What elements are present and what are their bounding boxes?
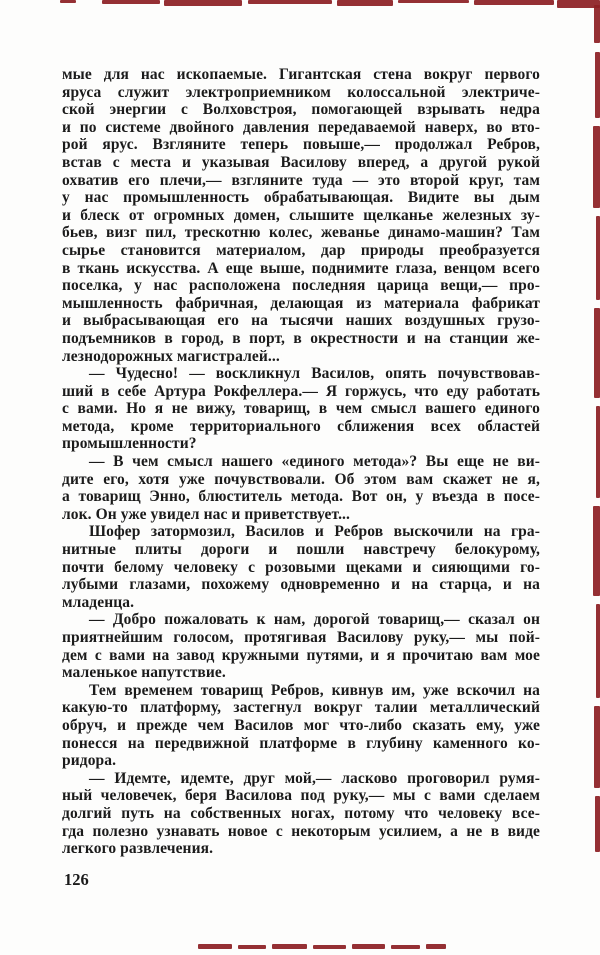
page-edge-mark [352,944,385,949]
text-line: — В чем смысл нашего «единого метода»? Вы еще не ви- [89,453,540,471]
text-line: мые для нас ископаемые. Гигантская стена вокруг первого [62,66,540,83]
text-line: Тем временем товарищ Ребров, кивнув им, уже вскочил на [89,681,540,699]
text-block [62,66,540,858]
text-line: яруса служит электроприемником колоссальной электриче- [62,83,540,101]
page-edge-mark [272,944,307,949]
page-edge-mark [238,945,266,949]
text-line: ской энергии с Волховстроя, помогающей взрывать недра [62,101,540,119]
text-line: а товарищ Энно, блюститель метода. Вот он, у въезда в посе- [62,488,540,506]
page-edge-mark [198,944,232,949]
page-edge-mark [474,0,554,5]
page-edge-mark [248,0,332,4]
text-line: ридора. [62,752,117,770]
text-line: дите его, хотя уже почувствовали. Об этом вам скажет не я, [62,470,540,488]
text-line: маленькое напутствие. [62,664,226,682]
page-edge-mark [313,945,346,949]
page-edge-mark [391,945,420,949]
page-edge-mark [594,5,600,43]
paragraph [62,770,540,858]
page-edge-mark [102,0,160,4]
text-line: рой ярус. Взгляните теперь повыше,— продолжал Ребров, [62,136,540,154]
text-line: ный человечек, беря Василова под руку,— мы с вами сделаем [62,787,540,805]
text-line: и выбрасывающая его на тысячи наших воздушных грузо- [62,312,540,330]
text-line: лезнодорожных магистралей... [62,347,280,365]
page-edge-mark [337,0,393,6]
text-line: — Идемте, идемте, друг мой,— ласково проговорил румя- [89,769,540,787]
paragraph [62,611,540,681]
paragraph [62,66,540,365]
page-edge-mark [594,706,600,788]
text-line: бьев, визг пил, трескотню колес, жеванье динамо-машин? Там [62,224,540,242]
paragraph [62,682,540,770]
text-line: с вами. Но я не вижу, товарищ, в чем смысл вашего единого [62,400,540,418]
text-line: ший в себе Артура Рокфеллера.— Я горжусь, что еду работать [62,382,540,400]
text-line: приятнейшим голосом, протягивая Василову руку,— мы пой- [62,629,540,646]
text-line: поселка, у нас расположена последняя царица вещи,— про- [62,277,540,295]
page-edge-mark [596,406,600,498]
page-edge-mark [398,0,469,3]
page-edge-mark [593,126,600,208]
page-edge-mark [594,308,600,398]
text-line: метода, кроме территориального сближения всех областей [62,417,540,435]
paragraph [62,523,540,611]
text-line: — Чудесно! — воскликнул Василов, опять почувствовав- [89,365,540,383]
text-line: и по системе двойного давления передаваемой наверх, во вто- [62,118,540,136]
text-line: в ткань искусства. А еще выше, поднимите глаза, венцом всего [62,259,540,277]
text-line: у нас промышленность обрабатывающая. Видите вы дым [62,189,540,207]
text-line: сырье становится материалом, дар природы преобразуется [62,241,540,259]
text-line: нитные плиты дороги и пошли навстречу белокурому, [62,541,540,559]
page-edge-mark [596,604,600,698]
text-line: гда полезно узнавать новое с некоторым усилием, а не в виде [62,822,540,840]
text-line: почти белому человеку с розовыми щеками и сияющими го- [62,558,540,576]
page-edge-mark [595,52,600,118]
page-edge-mark [426,944,446,949]
page-number: 126 [64,870,89,889]
paragraph [62,365,540,453]
text-line: охватив его плечи,— взгляните туда — это второй круг, там [62,171,540,189]
text-line: промышленности? [62,435,197,453]
text-line: какую-то платформу, застегнул вокруг талии металлический [62,699,540,717]
text-line: лубыми глазами, похожему одновременно и на старца, и на [62,576,540,594]
text-line: встав с места и указывая Василову вперед, а другой рукой [62,153,540,171]
text-line: лок. Он уже увидел нас и приветствует... [62,505,351,523]
text-line: мышленность фабричная, делающая из материала фабрикат [62,294,540,312]
page-edge-mark [596,216,600,300]
paragraph [62,453,540,523]
text-line: легкого развлечения. [62,840,214,858]
page-edge-mark [164,0,242,6]
text-line: подъемников в город, в порт, в окрестности и на станции же- [62,329,540,347]
text-line: Шофер затормозил, Василов и Ребров выскочили на гра- [89,523,540,541]
text-line: дем с вами на завод кружными путями, и я прочитаю вам мое [62,646,540,664]
text-line: и блеск от огромных домен, слышите щелканье железных зу- [62,206,540,224]
text-line: долгий путь на собственных ногах, потому что человеку все- [62,804,540,822]
text-line: понесся на передвижной платформе в глубину каменного ко- [62,734,540,752]
page-edge-mark [595,796,600,852]
page-edge-mark [593,506,600,596]
text-line: — Добро пожаловать к нам, дорогой товарищ,— сказал он [89,611,540,629]
page-edge-mark [60,0,76,3]
text-line: обруч, и прежде чем Василов мог что-либо сказать ему, уже [62,716,540,734]
text-line: младенца. [62,593,135,611]
